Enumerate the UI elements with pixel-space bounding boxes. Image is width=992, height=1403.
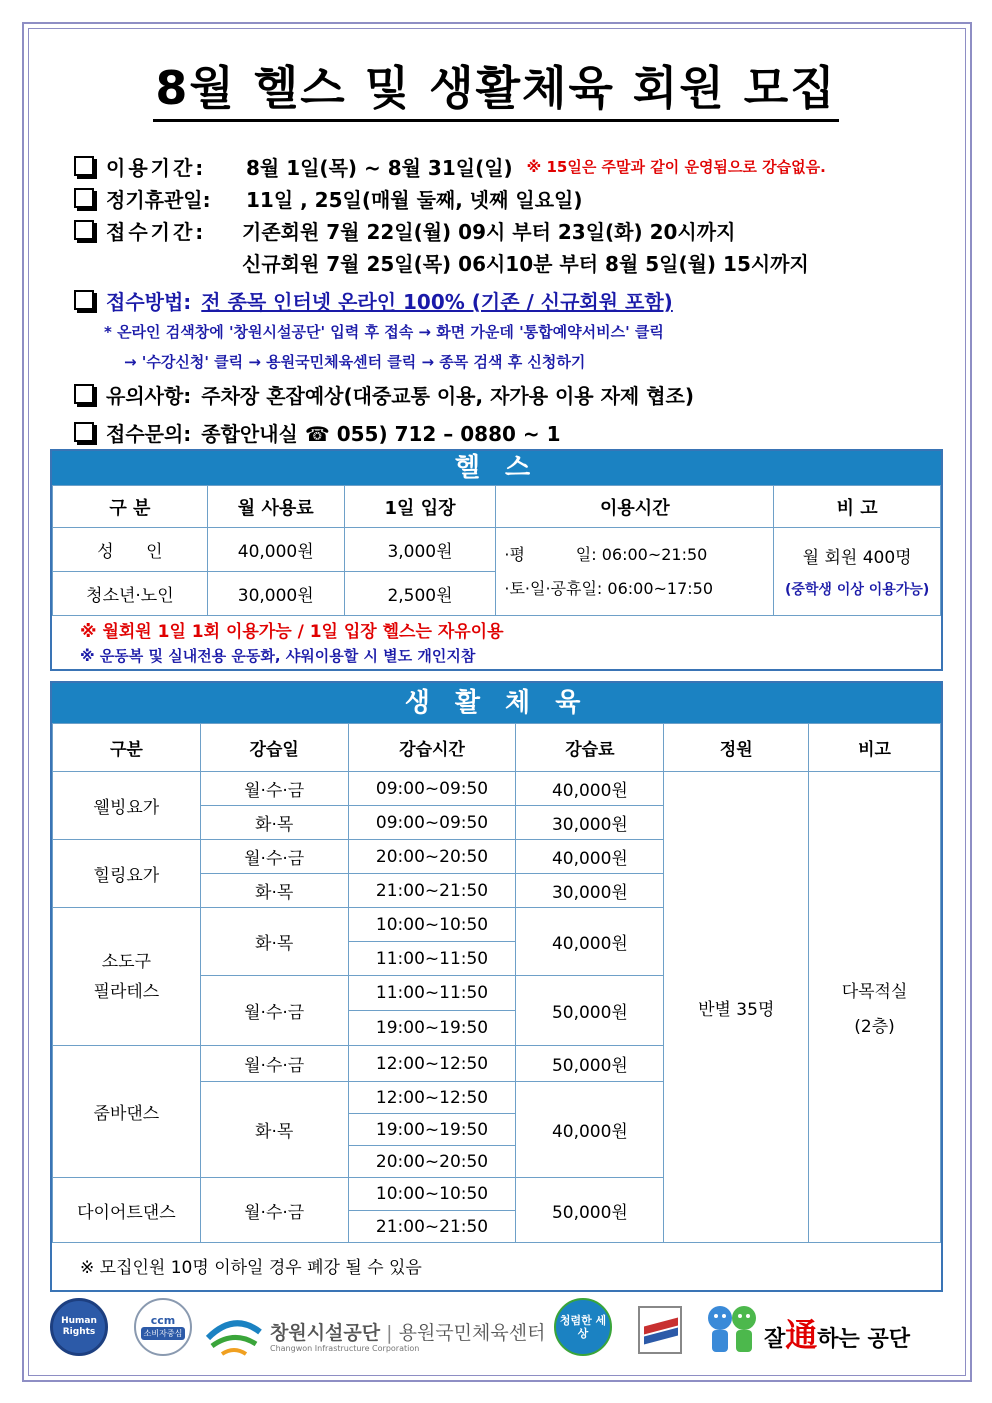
health-header: 1일 입장: [344, 486, 496, 528]
ccm-logo-top: ccm: [150, 1314, 176, 1327]
class-days: 월·수·금: [200, 772, 348, 806]
health-header: 이용시간: [496, 486, 774, 528]
program-name-line1: 소도구: [101, 951, 152, 972]
org-name: 창원시설공단 | 용원국민체육센터: [270, 1322, 546, 1344]
closed-value: 11일 , 25일(매월 둘째, 넷째 일요일): [246, 187, 583, 212]
health-remark-capacity: 월 회원 400명: [802, 547, 912, 568]
slogan-post: 하는 공단: [817, 1327, 910, 1352]
health-note-1: ※ 월회원 1일 1회 이용가능 / 1일 입장 헬스는 자유이용: [80, 622, 504, 642]
ccm-logo-text: 소비자중심: [141, 1327, 186, 1340]
caution-label: 유의사항:: [106, 383, 192, 408]
health-note-2: ※ 운동복 및 실내전용 운동화, 샤워이용할 시 별도 개인지참: [80, 647, 476, 665]
program-name: [53, 908, 201, 1046]
class-days: 월·수·금: [200, 840, 348, 874]
life-remark-floor: (2층): [854, 1017, 895, 1037]
human-rights-logo: [50, 1298, 108, 1356]
life-header-row: [53, 724, 941, 772]
checkbox-icon: [74, 188, 94, 208]
health-hours-weekday: ·평 일: 06:00~21:50: [504, 544, 708, 564]
program-name-line2: 필라테스: [93, 981, 160, 1002]
info-reception: [74, 214, 954, 246]
health-heading: 헬 스: [52, 451, 941, 485]
health-remark: [774, 528, 941, 616]
class-time: 12:00~12:50: [348, 1082, 516, 1114]
health-daily-fee: 2,500원: [344, 572, 496, 616]
health-monthly-fee: 40,000원: [207, 528, 344, 572]
page-title: [0, 52, 992, 118]
class-time: 11:00~11:50: [348, 942, 516, 976]
table-row: [53, 772, 941, 806]
life-sports-table: [52, 723, 941, 1243]
class-days: 월·수·금: [200, 976, 348, 1046]
checkbox-icon: [74, 384, 94, 404]
class-time: 11:00~11:50: [348, 976, 516, 1011]
clean-world-logo: [554, 1298, 612, 1356]
class-fee: 30,000원: [516, 874, 664, 908]
health-category: 성 인: [53, 528, 208, 572]
logo-bar: [44, 1296, 944, 1366]
slogan: [764, 1310, 910, 1356]
period-value: 8월 1일(목) ~ 8월 31일(일): [246, 155, 513, 180]
mascot-icon: [704, 1300, 760, 1358]
health-header: 구 분: [53, 486, 208, 528]
closed-label: 정기휴관일:: [106, 187, 211, 212]
life-header: 강습시간: [348, 724, 516, 772]
class-fee: 40,000원: [516, 840, 664, 874]
class-fee: 40,000원: [516, 772, 664, 806]
health-header-row: [53, 486, 941, 528]
health-hours-weekend: ·토·일·공휴일: 06:00~17:50: [504, 578, 714, 598]
health-daily-fee: 3,000원: [344, 528, 496, 572]
program-name: 줌바댄스: [53, 1046, 201, 1178]
life-header: 강습일: [200, 724, 348, 772]
info-period: [74, 150, 954, 182]
health-notes: [80, 619, 504, 667]
health-header: 비 고: [774, 486, 941, 528]
health-remark-age: (중학생 이상 이용가능): [784, 581, 930, 598]
program-name: 힐링요가: [53, 840, 201, 908]
flag-emblem-icon: [638, 1306, 682, 1354]
table-row: [53, 528, 941, 572]
inquiry-value: 종합안내실 ☎ 055) 712 – 0880 ~ 1: [201, 421, 561, 446]
class-time: 20:00~20:50: [348, 840, 516, 874]
health-header: 월 사용료: [207, 486, 344, 528]
method-note-2: → '수강신청' 클릭 → 용원국민체육센터 클릭 → 종목 검색 후 신청하기: [124, 352, 586, 371]
period-note: ※ 15일은 주말과 같이 운영됨으로 강습없음.: [526, 157, 826, 176]
class-time: 10:00~10:50: [348, 1178, 516, 1211]
health-table: [52, 485, 941, 616]
checkbox-icon: [74, 290, 94, 310]
org-english-name: Changwon Infrastructure Corporation: [270, 1344, 420, 1353]
human-rights-logo-text: Human Rights: [61, 1316, 97, 1337]
checkbox-icon: [74, 156, 94, 176]
class-days: 화·목: [200, 1082, 348, 1178]
checkbox-icon: [74, 220, 94, 240]
life-header: 비고: [809, 724, 941, 772]
program-name: 다이어트댄스: [53, 1178, 201, 1243]
class-time: 12:00~12:50: [348, 1046, 516, 1082]
class-fee: 40,000원: [516, 908, 664, 976]
info-reception-new: [74, 246, 954, 278]
class-days: 화·목: [200, 908, 348, 976]
life-header: 정원: [664, 724, 809, 772]
capacity: 반별 35명: [664, 772, 809, 1243]
life-header: 강습료: [516, 724, 664, 772]
method-value: 전 종목 인터넷 온라인 100% (기존 / 신규회원 포함): [201, 289, 673, 314]
slogan-pre: 잘: [764, 1327, 786, 1352]
class-time: 21:00~21:50: [348, 1211, 516, 1243]
life-footnote: ※ 모집인원 10명 이하일 경우 폐강 될 수 있음: [80, 1258, 422, 1278]
class-time: 09:00~09:50: [348, 806, 516, 840]
method-note-1: * 온라인 검색창에 '창원시설공단' 입력 후 접속 → 화면 가운데 '통합예약서비스' 클릭: [104, 322, 664, 341]
class-days: 월·수·금: [200, 1046, 348, 1082]
changwon-emblem-icon: [204, 1316, 264, 1360]
info-method: [74, 284, 954, 316]
reception-new: 신규회원 7월 25일(목) 06시10분 부터 8월 5일(월) 15시까지: [242, 251, 809, 276]
class-time: 09:00~09:50: [348, 772, 516, 806]
inquiry-label: 접수문의:: [106, 421, 192, 446]
class-fee: 50,000원: [516, 1046, 664, 1082]
center-name-text: 용원국민체육센터: [398, 1322, 546, 1344]
class-time: 10:00~10:50: [348, 908, 516, 942]
class-time: 19:00~19:50: [348, 1114, 516, 1146]
health-hours: [496, 528, 774, 616]
page-title-text: 8월 헬스 및 생활체육 회원 모집: [153, 61, 838, 122]
period-label: 이용기간:: [106, 155, 207, 180]
class-time: 19:00~19:50: [348, 1011, 516, 1046]
caution-value: 주차장 혼잡예상(대중교통 이용, 자가용 이용 자제 협조): [201, 383, 694, 408]
class-fee: 50,000원: [516, 1178, 664, 1243]
class-fee: 40,000원: [516, 1082, 664, 1178]
ccm-logo: [134, 1298, 192, 1356]
info-inquiry: [74, 416, 954, 448]
life-heading: 생 활 체 육: [52, 683, 941, 723]
method-label: 접수방법:: [106, 289, 192, 314]
program-name: 웰빙요가: [53, 772, 201, 840]
org-name-text: 창원시설공단: [270, 1322, 381, 1344]
life-remark: [809, 772, 941, 1243]
class-days: 화·목: [200, 874, 348, 908]
info-closed: [74, 182, 954, 214]
health-category: 청소년·노인: [53, 572, 208, 616]
class-days: 월·수·금: [200, 1178, 348, 1243]
health-monthly-fee: 30,000원: [207, 572, 344, 616]
life-sports-section: [50, 681, 943, 1292]
slogan-mid: 通: [785, 1316, 818, 1354]
info-caution: [74, 378, 954, 410]
clean-world-logo-text: 청렴한 세상: [559, 1314, 607, 1340]
checkbox-icon: [74, 422, 94, 442]
reception-existing: 기존회원 7월 22일(월) 09시 부터 23일(화) 20시까지: [242, 219, 736, 244]
life-remark-room: 다목적실: [841, 982, 908, 1002]
class-fee: 50,000원: [516, 976, 664, 1046]
class-fee: 30,000원: [516, 806, 664, 840]
reception-label: 접수기간:: [106, 219, 207, 244]
class-time: 21:00~21:50: [348, 874, 516, 908]
info-list: [74, 150, 954, 448]
class-time: 20:00~20:50: [348, 1146, 516, 1178]
health-section: [50, 449, 943, 671]
life-header: 구분: [53, 724, 201, 772]
class-days: 화·목: [200, 806, 348, 840]
